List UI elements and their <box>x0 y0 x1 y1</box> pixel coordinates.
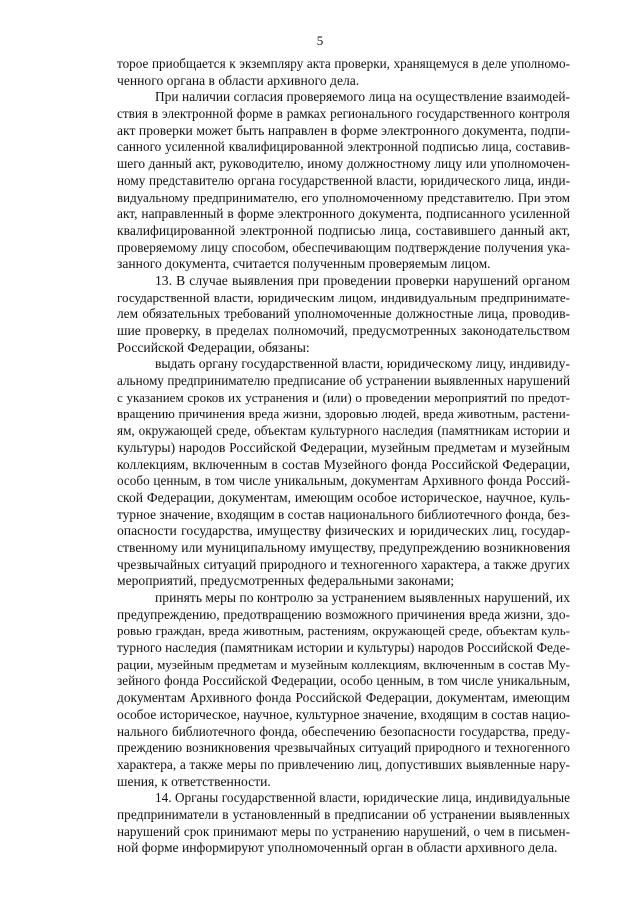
text-line: ному представителю органа государственной власти, юридического лица, инди- <box>117 172 570 188</box>
text-line: видуальному предпринимателю, его уполномоченному представителю. При этом <box>117 189 570 205</box>
text-line: документам Архивного фонда Российской Федерации, документам, имеющим <box>117 690 570 706</box>
text-line: акт, направленный в форме электронного документа, подписанного усиленной <box>117 206 570 222</box>
text-line: Российской Федерации, обязаны: <box>117 339 310 355</box>
text-line: занного документа, считается полученным проверяемым лицом. <box>117 256 491 272</box>
text-line: проверяемому лицу способом, обеспечивающим подтверждение получения ука- <box>117 239 570 255</box>
text-line: характера, а также меры по привлечению лиц, допустивших выявленные нару- <box>117 756 570 772</box>
text-line: преждению возникновения чрезвычайных ситуаций природного и техногенного <box>117 740 570 756</box>
text-line: 14. Органы государственной власти, юридические лица, индивидуальные <box>155 790 570 806</box>
page-number: 5 <box>316 33 324 48</box>
text-line: зейного фонда Российской Федерации, особо ценным, в том числе уникальным, <box>117 673 570 689</box>
text-line: шения, к ответственности. <box>117 773 271 789</box>
text-line: ствия в электронной форме в рамках регионального государственного контроля <box>117 106 570 122</box>
text-line: культуры) народов Российской Федерации, музейным предметам и музейным <box>117 439 570 455</box>
text-line: квалифицированной электронной подписью лица, составившего данный акт, <box>117 222 570 238</box>
text-line: ям, окружающей среде, объектам культурного наследия (памятникам истории и <box>117 423 570 439</box>
document-body <box>117 56 570 857</box>
text-line: нального библиотечного фонда, обеспечению безопасности государства, преду- <box>117 723 570 739</box>
text-line: с указанием сроков их устранения и (или) о проведении мероприятий по предот- <box>117 389 570 405</box>
text-line: особое историческое, научное, культурное значение, входящим в состав нацио- <box>117 706 570 722</box>
text-line: коллекциям, включенным в состав Музейного фонда Российской Федерации, <box>117 456 570 472</box>
text-line: 13. В случае выявления при проведении проверки нарушений органом <box>155 272 570 288</box>
text-line: шие проверку, в пределах полномочий, предусмотренных законодательством <box>117 323 570 338</box>
text-line: ской Федерации, документам, имеющим особое историческое, научное, куль- <box>117 489 570 505</box>
text-line: ственному или муниципальному имуществу, предупреждению возникновения <box>117 539 570 555</box>
text-line: выдать органу государственной власти, юридическому лицу, индивиду- <box>155 356 570 372</box>
text-line: ченного органа в области архивного дела. <box>117 72 360 88</box>
text-line: ровью граждан, вреда животным, растениям, окружающей среде, объектам куль- <box>117 623 570 639</box>
text-line: государственной власти, юридическим лицом, индивидуальным предпринимате- <box>117 289 570 305</box>
text-line: ной форме информируют уполномоченный орган в области архивного дела. <box>117 840 558 856</box>
text-line: особо ценным, в том числе уникальным, документам Архивного фонда Россий- <box>117 473 570 489</box>
text-line: мероприятий, предусмотренных федеральными законами; <box>117 573 455 589</box>
text-line: чрезвычайных ситуаций природного и техногенного характера, а также других <box>117 556 570 572</box>
text-line: рации, музейным предметам и музейным коллекциям, включенным в состав Му- <box>117 656 570 672</box>
text-line: принять меры по контролю за устранением выявленных нарушений, их <box>155 590 570 605</box>
text-line: санного усиленной квалифицированной электронной подписью лица, составив- <box>117 139 570 155</box>
text-line: лем обязательных требований уполномоченные должностные лица, проводив- <box>117 306 570 322</box>
text-line: При наличии согласия проверяемого лица на осуществление взаимодей- <box>155 89 570 105</box>
text-line: турное значение, входящим в состав национального библиотечного фонда, без- <box>117 506 570 522</box>
text-line: вращению причинения вреда жизни, здоровью людей, вреда животным, растени- <box>117 406 570 422</box>
text-line: предупреждению, предотвращению возможного причинения вреда жизни, здо- <box>117 606 570 622</box>
text-line: альному предпринимателю предписание об устранении выявленных нарушений <box>117 373 570 389</box>
text-line: акт проверки может быть направлен в форме электронного документа, подпи- <box>117 122 570 138</box>
text-line: предприниматели в установленный в предписании об устранении выявленных <box>117 806 570 822</box>
text-line: шего данный акт, руководителю, иному должностному лицу или уполномочен- <box>117 156 570 172</box>
text-line: опасности государства, имуществу физических и юридических лиц, государ- <box>117 523 570 539</box>
text-line: торое приобщается к экземпляру акта проверки, хранящемуся в деле уполномо- <box>117 56 570 71</box>
text-line: нарушений срок принимают меры по устранению нарушений, о чем в письмен- <box>117 823 570 839</box>
text-line: турного наследия (памятникам истории и культуры) народов Российской Феде- <box>117 640 570 656</box>
